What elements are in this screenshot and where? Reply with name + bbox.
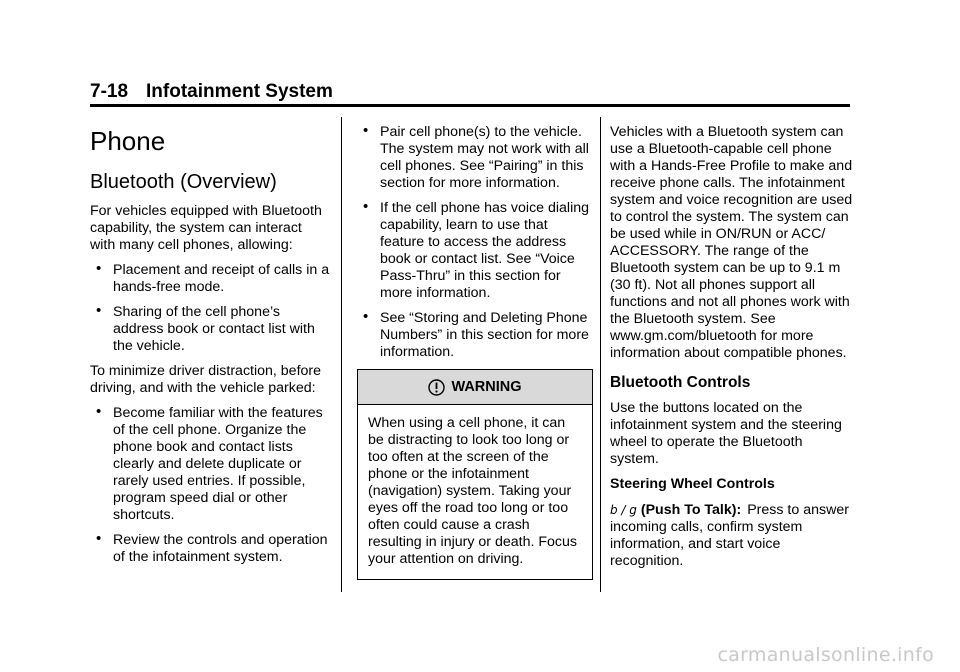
warning-box: [357, 369, 593, 580]
list-item: • See “Storing and Deleting Phone Numbers” in this section for more information.: [363, 308, 589, 360]
bullet-icon: •: [96, 530, 102, 547]
bluetooth-controls-heading: Bluetooth Controls: [610, 374, 751, 391]
column-2: [357, 124, 593, 580]
preparation-list-continued: [357, 124, 593, 361]
bluetooth-overview-heading: Bluetooth (Overview): [90, 171, 277, 193]
column-3: [610, 124, 855, 578]
bluetooth-controls-paragraph: Use the buttons located on the infotainment system and the steering wheel to operate the Bluetooth system.: [610, 400, 842, 467]
bullet-icon: •: [96, 260, 102, 277]
column-divider-1: [341, 117, 342, 592]
push-to-talk-label: b / g (Push To Talk):: [610, 502, 742, 518]
list-item: • Sharing of the cell phone’s address book or contact list with the vehicle.: [96, 302, 315, 354]
warning-header: [358, 370, 592, 405]
preparation-list: [90, 405, 330, 566]
warning-icon: [428, 379, 445, 396]
page-header: [90, 80, 850, 104]
list-item: • Become familiar with the features of the cell phone. Organize the phone book and contact lists clearly and delete duplicate or rarely used entries. If possible, program speed dial or other shortcuts.: [96, 403, 323, 523]
warning-title: WARNING: [451, 378, 522, 395]
column-divider-2: [600, 117, 601, 592]
steering-wheel-controls-heading: Steering Wheel Controls: [610, 476, 775, 492]
column-1: [90, 124, 330, 574]
section-title: Infotainment System: [146, 81, 333, 102]
bluetooth-system-paragraph: Vehicles with a Bluetooth system can use a Bluetooth-capable cell phone with a Hands-Free Profile to make and receive phone calls. The infotainment system and voice recognition are used to control the system. The system can be used while in ON/RUN or ACC/ ACCESSORY. The range of the Bluetooth system can be up to 9.1 m (30 ft). Not all phones support all functions and not all phones work with the Bluetooth system. See www.gm.com/bluetooth for more information about compatible phones.: [610, 124, 853, 361]
list-item: • Review the controls and operation of the infotainment system.: [96, 530, 328, 565]
push-to-talk-entry: [610, 502, 855, 570]
push-to-talk-description: Press to answer incoming calls, confirm system information, and start voice recognition.: [610, 502, 849, 569]
list-item: • If the cell phone has voice dialing capability, learn to use that feature to access the address book or contact list. See “Voice Pass-Thru” in this section for more information.: [363, 198, 590, 301]
watermark: carmanualsonline.info: [717, 644, 934, 666]
list-item: • Pair cell phone(s) to the vehicle. The system may not work with all cell phones. See “Pairing” in this section for more information.: [363, 122, 589, 191]
page-title: Phone: [90, 126, 166, 156]
distraction-paragraph: To minimize driver distraction, before driving, and with the vehicle parked:: [90, 363, 322, 396]
bullet-icon: •: [363, 308, 369, 325]
header-text: [90, 80, 850, 104]
header-rule: [90, 104, 850, 107]
bullet-icon: •: [96, 403, 102, 420]
bullet-icon: •: [363, 198, 369, 215]
feature-list: [90, 262, 330, 355]
page-number: 7-18: [90, 81, 129, 102]
bullet-icon: •: [363, 122, 369, 139]
list-item: • Placement and receipt of calls in a hands-free mode.: [96, 260, 330, 295]
warning-text: When using a cell phone, it can be distracting to look too long or too often at the screen of the phone or the infotainment (navigation) system. Taking your eyes off the road too long or too often could cause a crash resulting in injury or death. Focus your attention on driving.: [368, 415, 577, 567]
intro-paragraph: For vehicles equipped with Bluetooth capability, the system can interact with many cell phones, allowing:: [90, 203, 322, 253]
push-to-talk-icon: b / g: [610, 503, 637, 517]
bullet-icon: •: [96, 302, 102, 319]
